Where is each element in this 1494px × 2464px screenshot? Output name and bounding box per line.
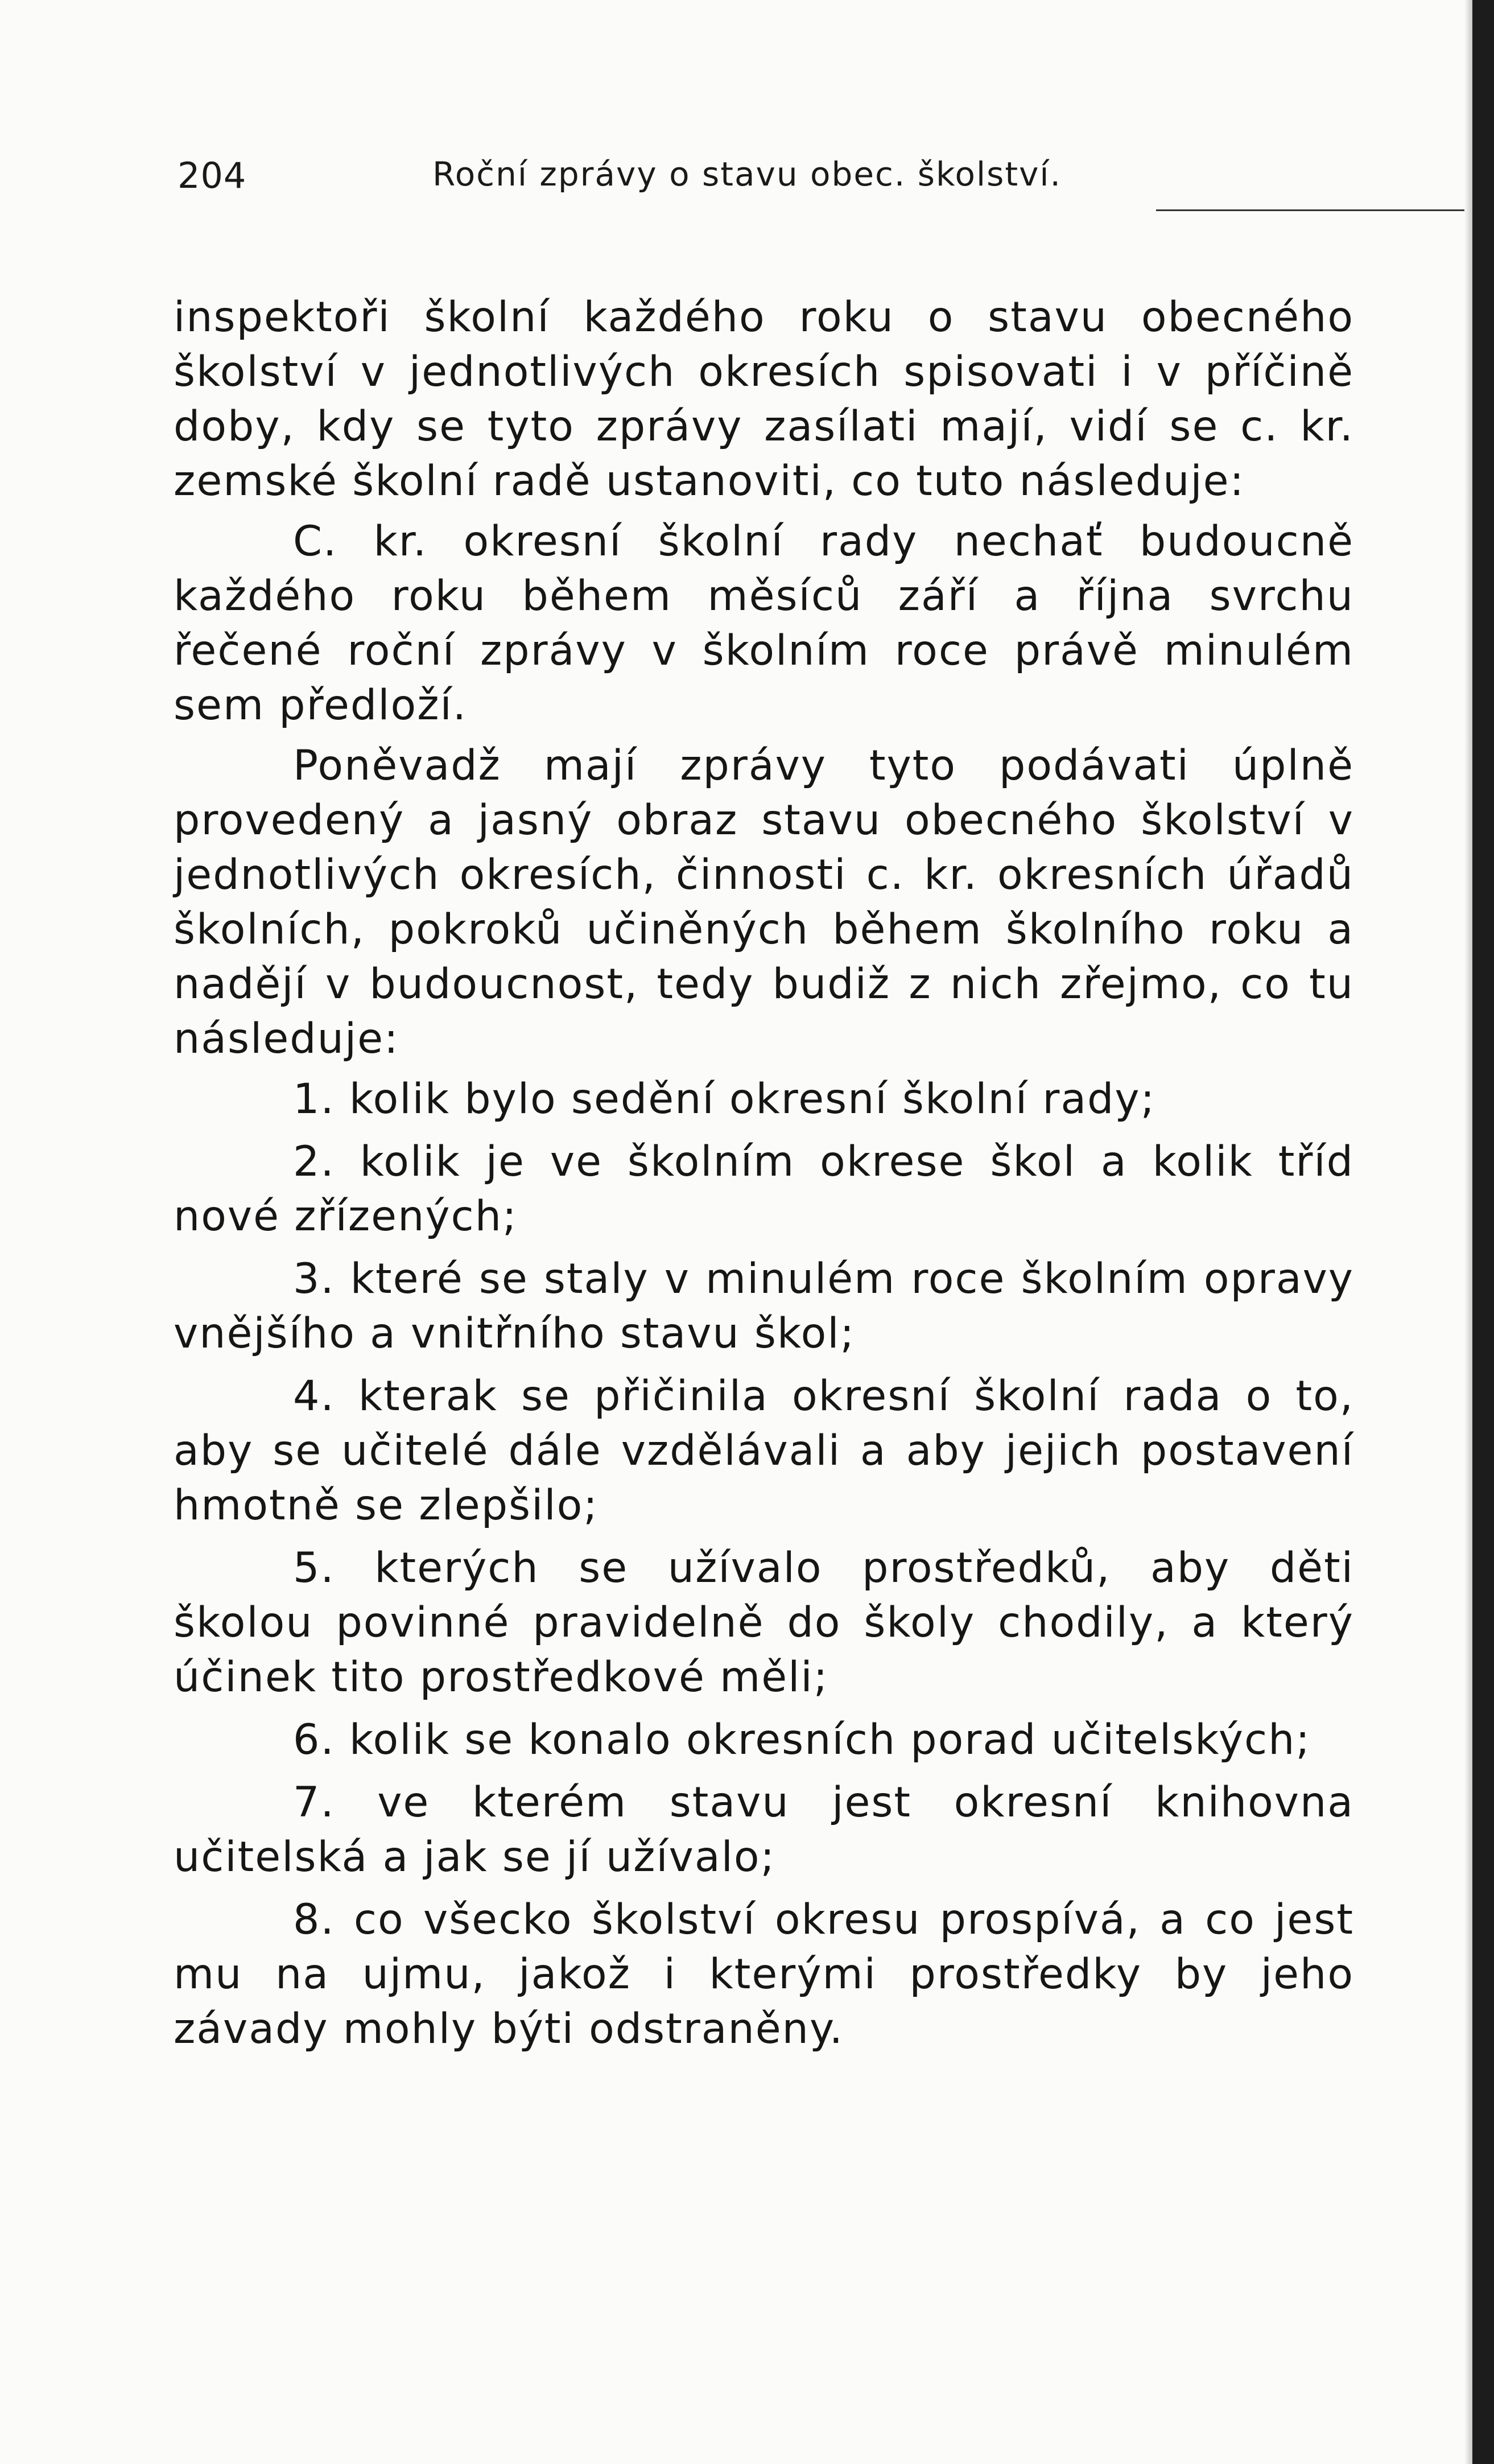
header-rule <box>1156 209 1494 211</box>
list-item-4: 4. kterak se přičinila okresní školní rada o to, aby se učitelé dále vzdělávali a aby jejich postavení hmotně se zlepšilo; <box>174 1372 1354 1530</box>
page-number: 204 <box>178 155 247 196</box>
list-item-2: 2. kolik je ve školním okrese škol a kolik tříd nové zřízených; <box>174 1138 1354 1241</box>
body-text <box>174 290 1354 2065</box>
paragraph-1: C. kr. okresní školní rady nechať budoucně každého roku během měsíců září a října svrchu řečené roční zprávy v školním roce právě minulém sem předloží. <box>174 517 1354 730</box>
list-item-6: 6. kolik se konalo okresních porad učitelských; <box>293 1716 1311 1764</box>
list-item-1: 1. kolik bylo sedění okresní školní rady; <box>293 1075 1156 1123</box>
list-item-8: 8. co všecko školství okresu prospívá, a co jest mu na ujmu, jakož i kterými prostředky by jeho závady mohly býti odstraněny. <box>174 1896 1354 2053</box>
intro-paragraph: inspektoři školní každého roku o stavu obecného školství v jednotlivých okresích spisovati i v příčině doby, kdy se tyto zprávy zasílati mají, vidí se c. kr. zemské školní radě ustanoviti, co tuto následuje: <box>174 293 1354 505</box>
page-edge-shadow <box>1464 0 1472 2464</box>
list-item-7: 7. ve kterém stavu jest okresní knihovna učitelská a jak se jí užívalo; <box>174 1778 1354 1881</box>
list-item-3: 3. které se staly v minulém roce školním opravy vnějšího a vnitřního stavu škol; <box>174 1255 1354 1358</box>
page-header <box>178 155 1355 217</box>
book-edge <box>1472 0 1494 2464</box>
list-item-5: 5. kterých se užívalo prostředků, aby děti školou povinné pravidelně do školy chodily, a který účinek tito prostředkové měli; <box>174 1544 1354 1701</box>
paragraph-2: Poněvadž mají zprávy tyto podávati úplně provedený a jasný obraz stavu obecného školství v jednotlivých okresích, činnosti c. kr. okresních úřadů školních, pokroků učiněných během školního roku a nadějí v budoucnost, tedy budiž z nich zřejmo, co tu následuje: <box>174 741 1354 1063</box>
running-head: Roční zprávy o stavu obec. školství. <box>432 155 1062 193</box>
